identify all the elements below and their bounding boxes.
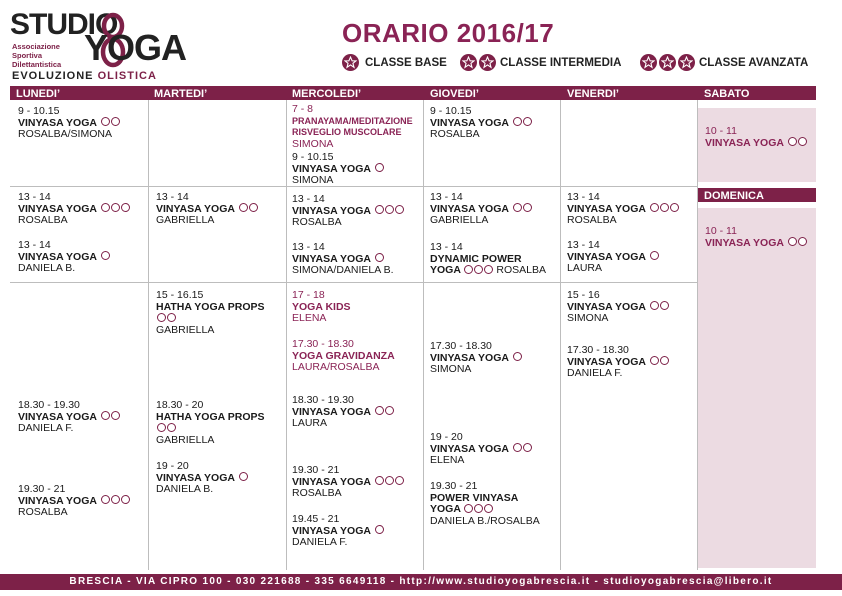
class-entry (292, 290, 351, 325)
logo-sub-3: Dilettantistica (12, 60, 62, 69)
class-entry (292, 104, 413, 150)
class-entry (18, 106, 120, 141)
class-entry (292, 242, 394, 277)
class-teacher: ROSALBA (292, 487, 342, 499)
class-time: 18.30 - 19.30 (18, 399, 80, 411)
class-entry (18, 192, 130, 227)
class-entry (705, 226, 807, 249)
class-time: 9 - 10.15 (292, 151, 334, 163)
class-name: VINYASA YOGA (430, 353, 522, 365)
class-name: VINYASA YOGA (18, 412, 120, 424)
class-time: 17.30 - 18.30 (567, 344, 629, 356)
day-sabato: SABATO (704, 88, 750, 100)
class-entry (18, 484, 130, 519)
day-mercoledi: MERCOLEDI’ (292, 88, 362, 100)
class-entry (156, 461, 248, 496)
class-entry (292, 194, 404, 229)
class-name-2: YOGA (430, 504, 540, 516)
class-name: VINYASA YOGA (567, 302, 669, 314)
class-time: 19.30 - 21 (18, 483, 66, 495)
footer-contacts: BRESCIA - VIA CIPRO 100 - 030 221688 - 335 6649118 - http://www.studioyogabrescia.it - studioyogabrescia@libero.it (0, 574, 842, 590)
class-name: VINYASA YOGA (430, 118, 532, 130)
class-entry (18, 400, 120, 435)
class-time: 13 - 14 (156, 191, 189, 203)
class-level (156, 313, 265, 325)
class-name: VINYASA YOGA (292, 206, 404, 218)
class-time: 13 - 14 (292, 193, 325, 205)
class-name: VINYASA YOGA (705, 138, 807, 150)
star-icon (678, 54, 695, 71)
class-time: 13 - 14 (567, 239, 600, 251)
class-entry (292, 465, 404, 500)
class-time: 19.45 - 21 (292, 513, 340, 525)
grid-divider (148, 100, 149, 570)
class-teacher: GABRIELLA (156, 214, 215, 226)
class-entry (430, 242, 546, 277)
day-venerdi: VENERDI’ (567, 88, 619, 100)
legend-intermedia (460, 54, 621, 71)
class-entry (156, 290, 265, 336)
logo-yoga-text: YOGA (84, 27, 187, 68)
class-name: VINYASA YOGA (292, 164, 384, 176)
logo-sub-2: Sportiva (12, 51, 43, 60)
class-entry (567, 290, 669, 325)
class-teacher: DANIELA B. (156, 483, 214, 495)
day-giovedi: GIOVEDI’ (430, 88, 479, 100)
class-name: VINYASA YOGA (430, 444, 532, 456)
class-entry (430, 341, 522, 376)
grid-row-divider (10, 282, 697, 283)
class-teacher: DANIELA F. (292, 536, 348, 548)
star-icon (659, 54, 676, 71)
class-name-2: YOGA ROSALBA (430, 264, 546, 276)
class-name-2: RISVEGLIO MUSCOLARE (292, 127, 402, 137)
class-name: VINYASA YOGA (567, 357, 669, 369)
class-entry (430, 106, 532, 141)
star-icon (640, 54, 657, 71)
class-teacher: ROSALBA (567, 214, 617, 226)
class-name: VINYASA YOGA (292, 477, 404, 489)
class-entry (567, 345, 669, 380)
class-name: YOGA GRAVIDANZA (292, 349, 395, 362)
logo-tagline (12, 70, 157, 82)
class-name: POWER VINYASA (430, 491, 519, 504)
class-time: 17 - 18 (292, 289, 325, 301)
class-name: VINYASA YOGA (430, 204, 532, 216)
class-entry (567, 240, 659, 275)
class-teacher: ROSALBA (18, 506, 68, 518)
class-name: VINYASA YOGA (18, 204, 130, 216)
studio-logo (10, 8, 187, 84)
class-entry (430, 192, 532, 227)
class-time: 13 - 14 (18, 191, 51, 203)
legend-intermedia-label: CLASSE INTERMEDIA (500, 56, 622, 69)
class-time: 13 - 14 (430, 241, 463, 253)
class-teacher: SIMONA (292, 137, 334, 150)
class-teacher: SIMONA/DANIELA B. (292, 264, 394, 276)
class-name: HATHA YOGA PROPS (156, 410, 265, 423)
grid-divider (286, 100, 287, 570)
class-time: 19.30 - 21 (292, 464, 340, 476)
class-teacher: DANIELA B. (18, 262, 76, 274)
logo-olistica: OLISTICA (97, 70, 157, 82)
domenica-panel (698, 208, 816, 568)
class-teacher: SIMONA (292, 174, 334, 186)
class-name: VINYASA YOGA (292, 254, 394, 266)
class-time: 17.30 - 18.30 (292, 338, 354, 350)
class-entry (292, 339, 395, 374)
class-teacher: SIMONA (567, 312, 609, 324)
class-name: VINYASA YOGA (18, 118, 120, 130)
class-time: 15 - 16.15 (156, 289, 204, 301)
class-time: 18.30 - 20 (156, 399, 204, 411)
class-teacher: ROSALBA (430, 128, 480, 140)
class-time: 13 - 14 (292, 241, 325, 253)
class-entry (705, 126, 807, 149)
class-entry (567, 192, 679, 227)
class-time: 13 - 14 (430, 191, 463, 203)
class-name: DYNAMIC POWER (430, 252, 522, 265)
class-time: 10 - 11 (705, 125, 737, 137)
class-teacher: LAURA (292, 417, 328, 429)
class-teacher: GABRIELLA (156, 323, 215, 336)
class-teacher: ELENA (292, 312, 327, 324)
star-icon (342, 54, 359, 71)
class-level (156, 423, 265, 435)
class-teacher: DANIELA B./ROSALBA (430, 514, 540, 527)
logo-sub-1: Associazione (12, 42, 60, 51)
class-name: VINYASA YOGA (156, 473, 248, 485)
class-name: VINYASA YOGA (292, 407, 394, 419)
class-time: 13 - 14 (567, 191, 600, 203)
class-name: VINYASA YOGA (567, 252, 659, 264)
star-icon (460, 54, 477, 71)
class-entry (430, 432, 532, 467)
grid-divider (560, 100, 561, 570)
class-entry (18, 240, 110, 275)
class-entry (292, 395, 394, 430)
class-teacher: ROSALBA/SIMONA (18, 128, 112, 140)
class-name: VINYASA YOGA (705, 238, 807, 250)
page-title: ORARIO 2016/17 (342, 18, 555, 48)
class-time: 19 - 20 (156, 460, 189, 472)
legend-base-label: CLASSE BASE (365, 56, 447, 69)
class-name: VINYASA YOGA (292, 526, 384, 538)
class-teacher: GABRIELLA (156, 433, 215, 446)
class-name: HATHA YOGA PROPS (156, 300, 265, 313)
class-teacher: ROSALBA (496, 264, 546, 276)
class-teacher: SIMONA (430, 363, 472, 375)
class-time: 18.30 - 19.30 (292, 394, 354, 406)
class-name: VINYASA YOGA (18, 496, 130, 508)
class-teacher: DANIELA F. (567, 367, 623, 379)
day-martedi: MARTEDI’ (154, 88, 208, 100)
class-teacher: ELENA (430, 454, 465, 466)
day-lunedi: LUNEDI’ (16, 88, 60, 100)
class-time: 13 - 14 (18, 239, 51, 251)
class-teacher: DANIELA F. (18, 422, 74, 434)
class-name: YOGA KIDS (292, 300, 351, 313)
day-domenica: DOMENICA (704, 190, 764, 202)
class-name: VINYASA YOGA (567, 204, 679, 216)
class-time: 19 - 20 (430, 431, 463, 443)
class-time: 9 - 10.15 (18, 105, 60, 117)
day-header-bar (10, 86, 816, 100)
class-teacher: LAURA/ROSALBA (292, 361, 380, 373)
class-time: 15 - 16 (567, 289, 600, 301)
class-teacher: GABRIELLA (430, 214, 489, 226)
class-teacher: ROSALBA (18, 214, 68, 226)
legend-base (342, 54, 447, 71)
class-time: 9 - 10.15 (430, 105, 472, 117)
class-teacher: LAURA (567, 262, 603, 274)
class-entry (430, 481, 540, 527)
class-name: VINYASA YOGA (18, 252, 110, 264)
legend-avanzata (640, 54, 808, 71)
class-time: 7 - 8 (292, 103, 314, 115)
star-icon (479, 54, 496, 71)
class-name: PRANAYAMA/MEDITAZIONE (292, 115, 413, 126)
class-entry (156, 400, 265, 446)
class-entry (292, 514, 384, 549)
class-entry (292, 152, 384, 187)
grid-divider (423, 100, 424, 570)
class-teacher: ROSALBA (292, 216, 342, 228)
class-time: 19.30 - 21 (430, 480, 478, 492)
class-name: VINYASA YOGA (156, 204, 258, 216)
logo-studio-text: STUDIO (10, 8, 118, 41)
logo-evoluzione: EVOLUZIONE (12, 70, 94, 82)
class-time: 17.30 - 18.30 (430, 340, 492, 352)
class-time: 10 - 11 (705, 225, 737, 237)
class-entry (156, 192, 258, 227)
legend-avanzata-label: CLASSE AVANZATA (699, 56, 809, 69)
